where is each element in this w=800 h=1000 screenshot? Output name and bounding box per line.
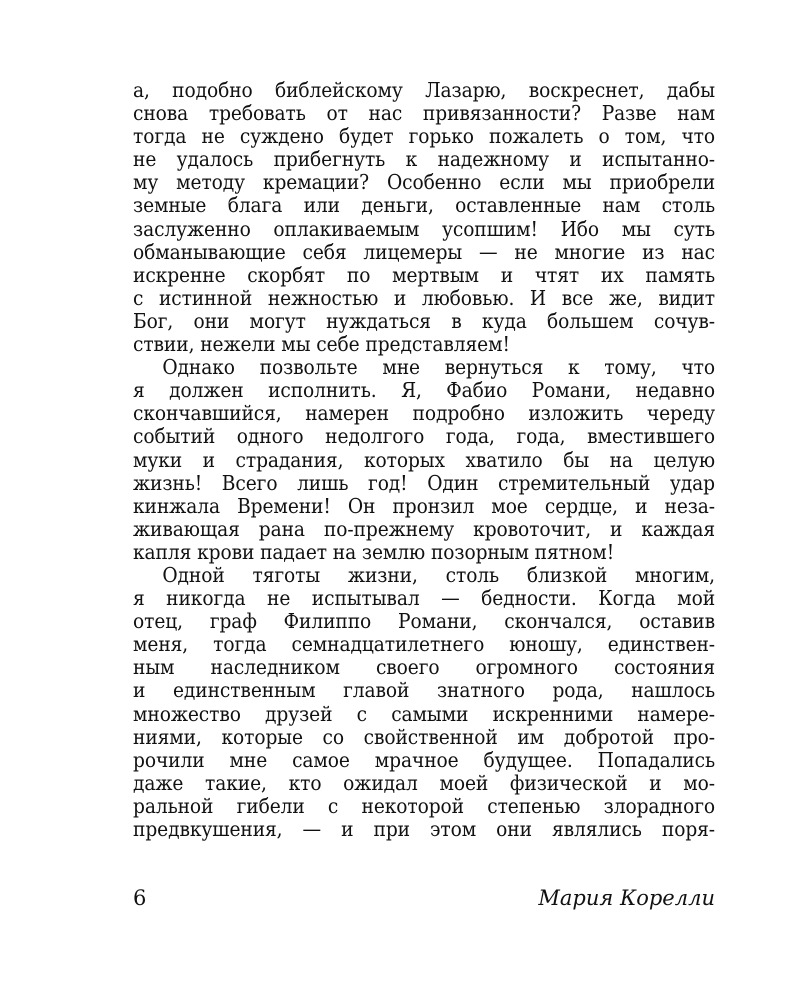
text-line: тогда не суждено будет горько пожалеть о том, что: [133, 124, 716, 149]
text-line: даже такие, кто ожидал моей физической и мо-: [133, 770, 716, 795]
text-line: Одной тяготы жизни, столь близкой многим,: [162, 562, 716, 587]
text-line: я должен исполнить. Я, Фабио Романи, недавно: [133, 378, 716, 403]
text-line: предвкушения, — и при этом они являлись поря-: [133, 817, 716, 841]
text-line: а, подобно библейскому Лазарю, воскреснет, дабы: [133, 78, 716, 102]
text-line: обманывающие себя лицемеры — не многие из нас: [133, 239, 716, 264]
text-line: муки и страдания, которых хватило бы на целую: [133, 447, 716, 472]
text-line: ниями, которые со свойственной им добротой про-: [133, 724, 716, 749]
text-line: с истинной нежностью и любовью. И все же, видит: [133, 285, 716, 310]
text-line: живающая рана по-прежнему кровоточит, и каждая: [133, 516, 716, 541]
text-line: ральной гибели с некоторой степенью злорадного: [133, 793, 716, 818]
text-line: земные блага или деньги, оставленные нам столь: [133, 193, 716, 218]
text-line: отец, граф Филиппо Романи, скончался, оставив: [133, 609, 716, 634]
text-line: меня, тогда семнадцатилетнего юношу, единствен-: [133, 632, 716, 657]
page-number: 6: [133, 886, 147, 910]
text-line: множество друзей с самыми искренними намере-: [133, 701, 716, 726]
text-line: я никогда не испытывал — бедности. Когда мой: [133, 586, 716, 611]
text-line: снова требовать от нас привязанности? Разве нам: [133, 101, 716, 126]
body-text: [133, 78, 716, 841]
author-running-head: Мария Корелли: [538, 886, 715, 910]
text-line: Однако позвольте мне вернуться к тому, что: [162, 355, 716, 380]
text-line: событий одного недолгого года, года, вместившего: [133, 424, 716, 449]
text-line: жизнь! Всего лишь год! Один стремительный удар: [133, 470, 716, 495]
text-line: ным наследником своего огромного состояния: [133, 655, 716, 680]
text-line: рочили мне самое мрачное будущее. Попадались: [133, 747, 716, 772]
text-line: скончавшийся, намерен подробно изложить череду: [133, 401, 716, 426]
text-line: Бог, они могут нуждаться в куда большем сочув-: [133, 308, 716, 333]
text-line: ствии, нежели мы себе представляем!: [133, 332, 510, 357]
text-line: искренне скорбят по мертвым и чтят их память: [133, 262, 716, 287]
text-line: му методу кремации? Особенно если мы приобрели: [133, 170, 716, 195]
text-line: заслуженно оплакиваемым усопшим! Ибо мы суть: [133, 216, 716, 241]
text-line: не удалось прибегнуть к надежному и испытанно-: [133, 147, 716, 172]
text-line: капля крови падает на землю позорным пятном!: [133, 539, 615, 564]
page-footer: [133, 886, 715, 912]
text-line: кинжала Времени! Он пронзил мое сердце, и неза-: [133, 493, 716, 518]
text-line: и единственным главой знатного рода, нашлось: [133, 678, 716, 703]
